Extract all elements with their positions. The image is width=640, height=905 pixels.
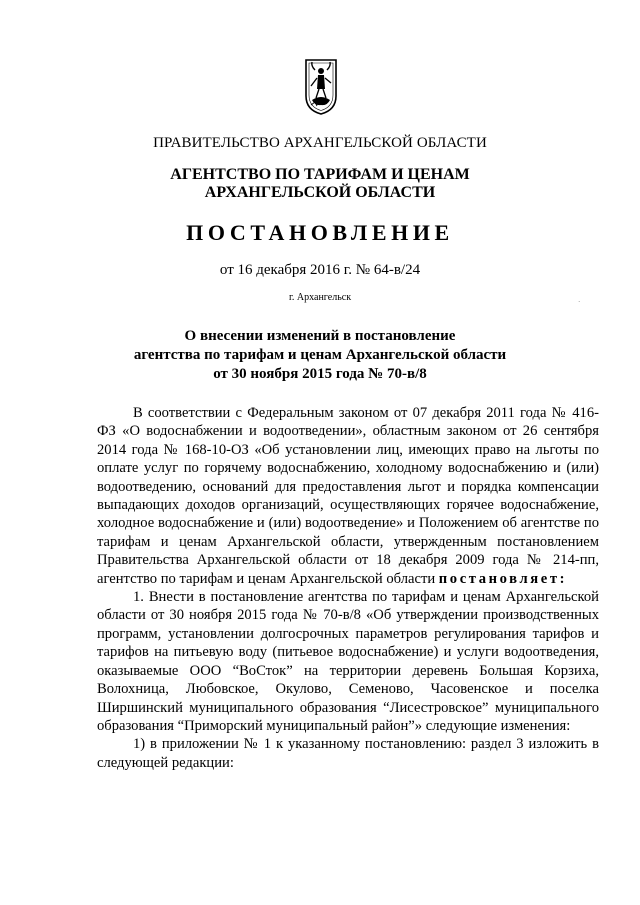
resolves-keyword: постановляет: [438,570,568,587]
agency-name [0,166,640,202]
preamble-text: В соответствии с Федеральным законом от 07 декабря 2011 года № 416-ФЗ «О водоснабжении и водоотведении», областным законом от 26 сентября 2014 года № 168-10-ОЗ «Об установлении лиц, имеющих право на льготы по оплате услуг по горячему водоснабжению, холодному водоснабжению и (или) водоотведению, оснований для предоставления льгот и порядка компенсации выпадающих доходов организаций, осуществляющих горячее водоснабжение, холодное водоснабжение и (или) водоотведение» и Положением об агентстве по тарифам и ценам Архангельской области, утвержденным постановлением Правительства Архангельской области от 18 декабря 2009 года № 214-пп, агентство по тарифам и ценам Архангельской области [97,405,599,587]
document-subject [0,327,640,384]
document-type: ПОСТАНОВЛЕНИЕ [186,220,454,245]
agency-name-line-2: АРХАНГЕЛЬСКОЙ ОБЛАСТИ [204,184,436,201]
coat-of-arms-icon [303,56,339,116]
preamble-paragraph [97,404,599,588]
document-city: г. Архангельск [288,292,352,303]
document-date-number: от 16 декабря 2016 г. № 64-в/24 [219,262,421,278]
item-1-paragraph: 1. Внести в постановление агентства по тарифам и ценам Архангельской области от 30 ноября 2015 года № 70-в/8 «Об утверждении производственных программ, установлении долгосрочных параметров регулирования тарифов и тарифов на питьевую воду (питьевое водоснабжение) и услуги водоотведения, оказываемые ООО “ВоСток” на территории деревень Большая Корзиха, Волохница, Любовское, Окулово, Семеново, Часовенское и поселка Ширшинский муниципального образования “Лисестровское” муниципального образования “Приморский муниципальный район”» следующие изменения: [97,589,599,734]
subject-line-2: агентства по тарифам и ценам Архангельской области [133,347,507,363]
government-name: ПРАВИТЕЛЬСТВО АРХАНГЕЛЬСКОЙ ОБЛАСТИ [153,135,487,151]
subject-line-3: от 30 ноября 2015 года № 70-в/8 [213,366,427,382]
subject-line-1: О внесении изменений в постановление [184,328,456,344]
subitem-1-paragraph: 1) в приложении № 1 к указанному постановлению: раздел 3 изложить в следующей редакции: [97,736,599,771]
agency-name-line-1: АГЕНТСТВО ПО ТАРИФАМ И ЦЕНАМ [170,166,470,183]
document-body [97,404,599,772]
scan-speck: · [578,298,581,306]
